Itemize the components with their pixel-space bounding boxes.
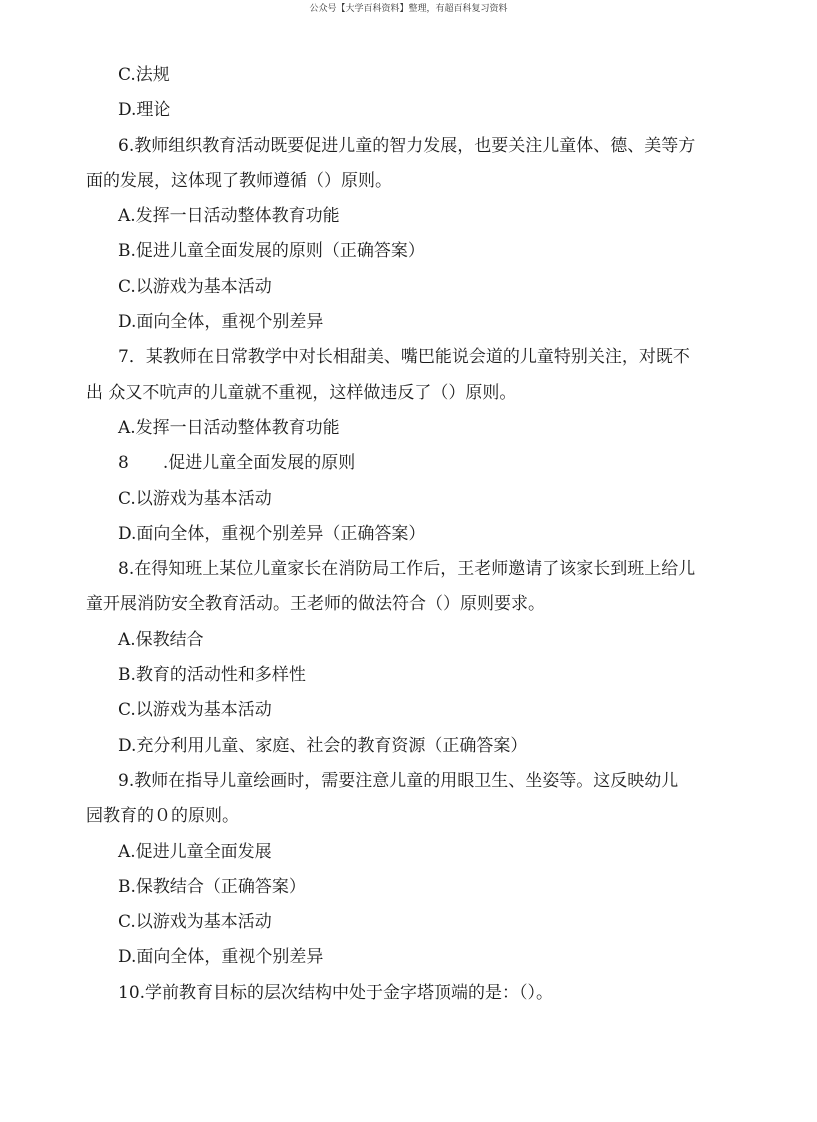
answer-option: C.以游戏为基本活动 (118, 700, 272, 721)
answer-option: A.发挥一日活动整体教育功能 (118, 417, 340, 438)
question-text: 7．某教师在日常教学中对长相甜美、嘴巴能说会道的儿童特别关注，对既不 (118, 347, 690, 368)
answer-option: B.促进儿童全面发展的原则（正确答案） (118, 241, 425, 262)
answer-option: A.发挥一日活动整体教育功能 (118, 206, 340, 227)
answer-option: B.保教结合（正确答案） (118, 876, 306, 897)
answer-option: D.面向全体，重视个别差异 (118, 312, 324, 333)
document-body (86, 58, 726, 1011)
answer-option: A.保教结合 (118, 629, 204, 650)
question-text-continued: 面的发展，这体现了教师遵循（）原则。 (86, 170, 392, 191)
page-header: 公众号【大学百科资料】整理，有超百科复习资料 (309, 4, 508, 14)
question-text-continued: 童开展消防安全教育活动。王老师的做法符合（）原则要求。 (86, 594, 545, 615)
answer-option: C.以游戏为基本活动 (118, 912, 272, 933)
answer-option: 8 .促进儿童全面发展的原则 (118, 453, 356, 474)
answer-option: B.教育的活动性和多样性 (118, 665, 306, 686)
question-text: 8.在得知班上某位儿童家长在消防局工作后，王老师邀请了该家长到班上给儿 (118, 559, 696, 580)
answer-option: D.面向全体，重视个别差异（正确答案） (118, 523, 426, 544)
question-text: 10.学前教育目标的层次结构中处于金字塔顶端的是：（）。 (118, 982, 554, 1003)
answer-option: C.以游戏为基本活动 (118, 488, 272, 509)
answer-option: D.充分利用儿童、家庭、社会的教育资源（正确答案） (118, 735, 528, 756)
question-text-continued: 出 众又不吭声的儿童就不重视，这样做违反了（）原则。 (86, 382, 517, 403)
question-text: 9.教师在指导儿童绘画时，需要注意儿童的用眼卫生、坐姿等。这反映幼儿 (118, 770, 679, 791)
answer-option: D.面向全体，重视个别差异 (118, 947, 324, 968)
answer-option: C.以游戏为基本活动 (118, 276, 272, 297)
answer-option: D.理论 (118, 100, 171, 121)
question-text: 6.教师组织教育活动既要促进儿童的智力发展，也要关注儿童体、德、美等方 (118, 135, 696, 156)
answer-option: C.法规 (118, 65, 170, 85)
question-text-continued: 园教育的０的原则。 (86, 806, 239, 827)
answer-option: A.促进儿童全面发展 (118, 841, 272, 862)
